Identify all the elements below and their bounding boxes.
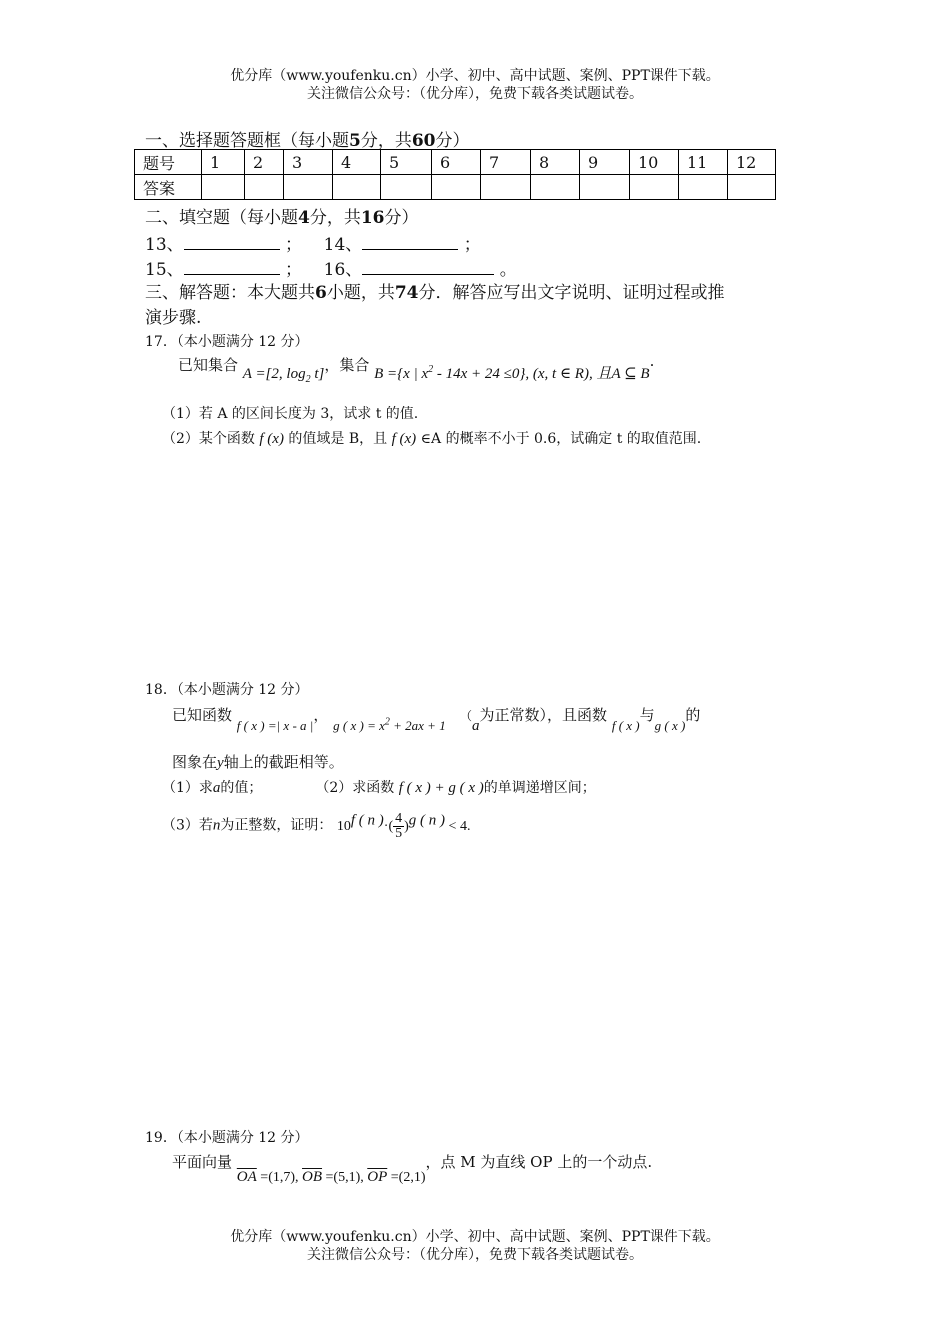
answer-cell[interactable] bbox=[202, 175, 245, 200]
q18-parts-1-2: （1）求a的值； （2）求函数 f ( x ) + g ( x )的单调递增区间； bbox=[162, 780, 596, 796]
answer-cell[interactable] bbox=[381, 175, 432, 200]
fill-row-1: 13、 ； 14、 ； bbox=[145, 235, 481, 255]
answer-cell[interactable] bbox=[333, 175, 381, 200]
header-line-2: 关注微信公众号：（优分库），免费下载各类试题试卷。 bbox=[307, 86, 643, 102]
q19-vectors: $\overline{OA} =(1,7)$, $\overline{OB} =(5,1)$, $\overline{OP} =(2,1)$ bbox=[236, 1169, 426, 1185]
answer-table-row1-label: 题号 bbox=[135, 150, 202, 175]
answer-cell[interactable] bbox=[580, 175, 630, 200]
answer-table-number-cell: 6 bbox=[432, 150, 481, 175]
answer-table-number-row bbox=[135, 150, 776, 175]
answer-table-number-cell: 9 bbox=[580, 150, 630, 175]
answer-table bbox=[134, 149, 776, 200]
answer-table-number-cell: 8 bbox=[531, 150, 580, 175]
fraction-4-5: $\frac{4}{5}$ bbox=[395, 811, 403, 841]
answer-table-number-cell: 10 bbox=[630, 150, 679, 175]
q18-part-3: （3）若n为正整数，证明： $10^{f ( n )}\cdot$( $\frac{4}{5}$ )$^{g ( n )}$ < 4. bbox=[162, 811, 471, 841]
section1-title: 一、选择题答题框（每小题5分，共60分） bbox=[145, 131, 470, 151]
answer-cell[interactable] bbox=[284, 175, 333, 200]
answer-table-number-cell: 12 bbox=[728, 150, 776, 175]
section3-line-1: 三、解答题：本大题共6小题，共74分．解答应写出文字说明、证明过程或推 bbox=[145, 283, 725, 303]
answer-table-number-cell: 7 bbox=[481, 150, 531, 175]
answer-cell[interactable] bbox=[432, 175, 481, 200]
answer-table-row2-label: 答案 bbox=[135, 175, 202, 200]
answer-table-number-cell: 5 bbox=[381, 150, 432, 175]
section2-title: 二、填空题（每小题4分，共16分） bbox=[145, 208, 419, 228]
answer-blank-15[interactable] bbox=[184, 260, 280, 275]
q17-part-1: （1）若 A 的区间长度为 3，试求 t 的值. bbox=[162, 406, 419, 422]
q19-intro: 平面向量 $\overline{OA} =(1,7)$, $\overline{OB} =(5,1)$, $\overline{OP} =(2,1)$，点 M 为直线 OP 上的一个动点. bbox=[172, 1153, 653, 1185]
answer-blank-14[interactable] bbox=[362, 235, 458, 250]
q17-number: 17．（本小题满分 12 分） bbox=[145, 334, 309, 350]
answer-cell[interactable] bbox=[728, 175, 776, 200]
answer-cell[interactable] bbox=[481, 175, 531, 200]
q18-number: 18．（本小题满分 12 分） bbox=[145, 682, 309, 698]
answer-table-number-cell: 3 bbox=[284, 150, 333, 175]
answer-cell[interactable] bbox=[245, 175, 284, 200]
q19-number: 19．（本小题满分 12 分） bbox=[145, 1130, 309, 1146]
answer-table-number-cell: 11 bbox=[679, 150, 728, 175]
answer-cell[interactable] bbox=[630, 175, 679, 200]
q17-set-a: A =[2, $\log_2 t$] bbox=[242, 366, 325, 385]
answer-cell[interactable] bbox=[531, 175, 580, 200]
answer-blank-16[interactable] bbox=[362, 260, 494, 275]
header-line-1: 优分库（www.youfenku.cn）小学、初中、高中试题、案例、PPT课件下载。 bbox=[230, 68, 720, 84]
answer-cell[interactable] bbox=[679, 175, 728, 200]
answer-blank-13[interactable] bbox=[184, 235, 280, 250]
q18-intro: 已知函数 f ( x ) =| x - a |， g ( x ) = $x^2 + 2ax + 1$ （a为正常数），且函数 f ( x )与g ( x )的 bbox=[172, 706, 701, 734]
footer-line-1: 优分库（www.youfenku.cn）小学、初中、高中试题、案例、PPT课件下载。 bbox=[230, 1229, 720, 1245]
q18-inequality: $10^{f ( n )}\cdot$( $\frac{4}{5}$ )$^{g ( n )}$ < 4. bbox=[336, 811, 471, 841]
q17-part-2: （2）某个函数 f (x) 的值域是 B，且 f (x) ∈A 的概率不小于 0.6，试确定 t 的取值范围. bbox=[162, 431, 702, 447]
q17-intro: 已知集合 A =[2, $\log_2 t$]，集合 B ={x | $x^2 - 14x + 24 \le 0$}, (x, t ∈ R), 且A ⊆ B· bbox=[178, 356, 655, 385]
q17-set-b: B ={x | $x^2 - 14x + 24 \le 0$}, (x, t ∈ R), 且A ⊆ B bbox=[374, 364, 650, 382]
footer-line-2: 关注微信公众号：（优分库），免费下载各类试题试卷。 bbox=[307, 1247, 643, 1263]
answer-table-number-cell: 1 bbox=[202, 150, 245, 175]
section3-line-2: 演步骤. bbox=[145, 308, 202, 328]
answer-table-number-cell: 4 bbox=[333, 150, 381, 175]
fill-row-2: 15、 ； 16、 。 bbox=[145, 260, 517, 280]
q18-line-2: 图象在y轴上的截距相等。 bbox=[172, 753, 344, 771]
answer-table-number-cell: 2 bbox=[245, 150, 284, 175]
answer-table-answer-row bbox=[135, 175, 776, 200]
